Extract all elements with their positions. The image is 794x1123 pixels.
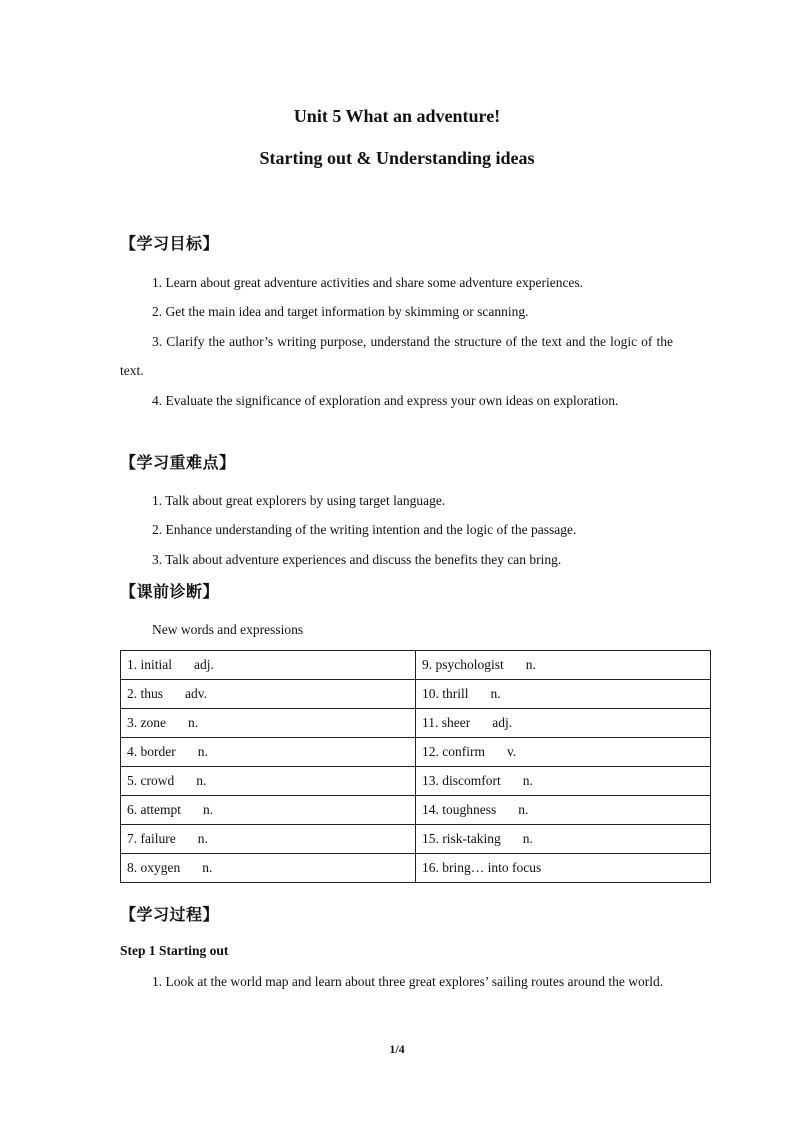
key-point-item: 2. Enhance understanding of the writing intention and the logic of the passage. (152, 522, 577, 537)
vocab-cell (121, 651, 416, 680)
vocab-pos: adj. (194, 657, 214, 672)
vocab-cell (121, 767, 416, 796)
objective-item: 3. Clarify the author’s writing purpose, understand the structure of the text and the logic of the text. (120, 334, 673, 378)
vocab-word: 8. oxygen (127, 860, 181, 875)
vocab-word: 4. border (127, 744, 176, 759)
vocab-pos: n. (522, 831, 533, 846)
vocab-pos: n. (197, 744, 208, 759)
vocab-intro: New words and expressions (152, 622, 304, 637)
vocab-cell (416, 796, 711, 825)
vocab-cell (121, 796, 416, 825)
vocab-word: 2. thus (127, 686, 164, 701)
vocab-pos: n. (196, 773, 207, 788)
vocab-word: 5. crowd (127, 773, 175, 788)
vocab-table (120, 650, 711, 883)
vocab-cell (416, 651, 711, 680)
vocab-pos: n. (203, 802, 214, 817)
vocab-word: 10. thrill (422, 686, 469, 701)
vocab-word: 6. attempt (127, 802, 181, 817)
vocab-cell (416, 854, 711, 883)
vocab-word: 14. toughness (422, 802, 497, 817)
objective-item: 4. Evaluate the significance of exploration and express your own ideas on exploration. (152, 393, 619, 408)
table-row (121, 680, 711, 709)
vocab-pos: n. (202, 860, 213, 875)
table-row (121, 854, 711, 883)
diagnosis-heading: 【课前诊断】 (120, 582, 220, 601)
vocab-cell (121, 825, 416, 854)
objective-item: 2. Get the main idea and target information by skimming or scanning. (152, 304, 529, 319)
vocab-word: 3. zone (127, 715, 166, 730)
table-row (121, 738, 711, 767)
vocab-cell (416, 680, 711, 709)
key-point-item: 3. Talk about adventure experiences and discuss the benefits they can bring. (152, 552, 562, 567)
page-subtitle: Starting out & Understanding ideas (259, 148, 535, 168)
vocab-cell (121, 854, 416, 883)
key-point-item: 1. Talk about great explorers by using target language. (152, 493, 446, 508)
step1-title: Step 1 Starting out (120, 943, 229, 958)
vocab-pos: adv. (185, 686, 208, 701)
objectives-heading: 【学习目标】 (120, 234, 220, 253)
vocab-cell (416, 709, 711, 738)
vocab-cell (416, 767, 711, 796)
vocab-pos: v. (507, 744, 517, 759)
vocab-cell (416, 738, 711, 767)
table-row (121, 796, 711, 825)
process-heading: 【学习过程】 (120, 905, 220, 924)
vocab-cell (416, 825, 711, 854)
vocab-pos: n. (490, 686, 501, 701)
vocab-pos: n. (522, 773, 533, 788)
vocab-pos: adj. (492, 715, 513, 730)
page-title: Unit 5 What an adventure! (293, 106, 501, 126)
step1-text: 1. Look at the world map and learn about three great explores’ sailing routes around the world. (152, 974, 664, 989)
table-row (121, 709, 711, 738)
vocab-cell (121, 680, 416, 709)
vocab-word: 15. risk-taking (422, 831, 501, 846)
vocab-word: 1. initial (127, 657, 172, 672)
objective-item: 1. Learn about great adventure activities and share some adventure experiences. (152, 275, 584, 290)
vocab-word: 9. psychologist (422, 657, 504, 672)
vocab-pos: n. (187, 715, 199, 730)
vocab-pos: n. (518, 802, 529, 817)
key-points-heading: 【学习重难点】 (120, 453, 236, 472)
vocab-word: 12. confirm (422, 744, 485, 759)
vocab-cell (121, 738, 416, 767)
vocab-word: 11. sheer (422, 715, 471, 730)
page-number: 1/4 (389, 1042, 405, 1056)
table-row (121, 825, 711, 854)
vocab-pos: n. (197, 831, 208, 846)
table-row (121, 767, 711, 796)
vocab-word: 16. bring… into focus (422, 860, 542, 875)
vocab-pos: n. (525, 657, 536, 672)
table-row (121, 651, 711, 680)
vocab-word: 7. failure (127, 831, 176, 846)
vocab-cell (121, 709, 416, 738)
vocab-word: 13. discomfort (422, 773, 501, 788)
